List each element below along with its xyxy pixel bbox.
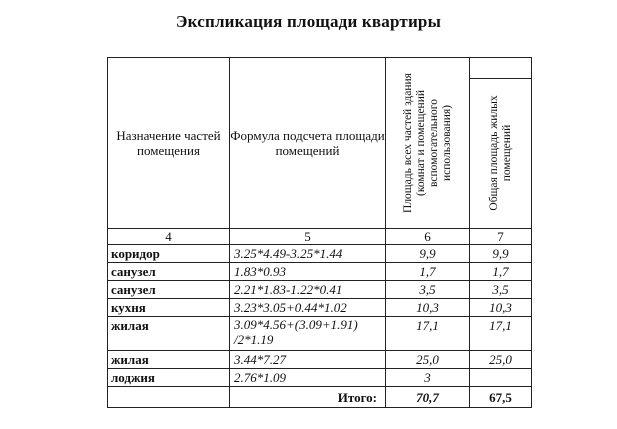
header-row [108, 58, 532, 229]
area-all-value: 3 [386, 369, 470, 387]
room-name: жилая [108, 317, 230, 351]
column-number: 5 [230, 229, 386, 245]
table-row [108, 369, 532, 387]
area-all-value: 17,1 [386, 317, 470, 351]
header-subdivider [470, 58, 531, 79]
header-purpose: Назначение частей помещения [108, 58, 230, 229]
area-all-value: 9,9 [386, 245, 470, 263]
area-living-value [470, 369, 532, 387]
room-name: санузел [108, 281, 230, 299]
area-formula: 3.25*4.49-3.25*1.44 [230, 245, 386, 263]
room-name: коридор [108, 245, 230, 263]
table-row [108, 317, 532, 351]
table-row [108, 351, 532, 369]
area-formula: 3.23*3.05+0.44*1.02 [230, 299, 386, 317]
total-spacer [108, 387, 230, 408]
area-living-value: 25,0 [470, 351, 532, 369]
area-formula: 1.83*0.93 [230, 263, 386, 281]
room-name: лоджия [108, 369, 230, 387]
column-number: 6 [386, 229, 470, 245]
total-label: Итого: [230, 387, 386, 408]
header-area-living: Общая площадь жилых помещений [470, 58, 532, 229]
column-number-row [108, 229, 532, 245]
total-row [108, 387, 532, 408]
area-all-value: 1,7 [386, 263, 470, 281]
area-all-value: 25,0 [386, 351, 470, 369]
area-formula: 2.21*1.83-1.22*0.41 [230, 281, 386, 299]
table-row [108, 263, 532, 281]
room-name: жилая [108, 351, 230, 369]
area-living-value: 9,9 [470, 245, 532, 263]
area-all-value: 3,5 [386, 281, 470, 299]
area-living-value: 10,3 [470, 299, 532, 317]
header-formula: Формула подсчета площади помещений [230, 58, 386, 229]
area-formula: 3.44*7.27 [230, 351, 386, 369]
column-number: 4 [108, 229, 230, 245]
column-number: 7 [470, 229, 532, 245]
total-area-all: 70,7 [386, 387, 470, 408]
area-living-value: 1,7 [470, 263, 532, 281]
area-living-value: 17,1 [470, 317, 532, 351]
area-formula [230, 317, 386, 351]
room-name: кухня [108, 299, 230, 317]
explication-table [107, 57, 532, 408]
area-formula: 2.76*1.09 [230, 369, 386, 387]
table-row [108, 245, 532, 263]
total-area-living: 67,5 [470, 387, 532, 408]
area-all-value: 10,3 [386, 299, 470, 317]
area-formula-line: /2*1.19 [234, 332, 274, 347]
area-formula-line: 3.09*4.56+(3.09+1.91) [234, 317, 358, 332]
room-name: санузел [108, 263, 230, 281]
document-title: Экспликация площади квартиры [175, 12, 442, 31]
header-area-all: Площадь всех частей здания (комнат и помещений вспомогательного использования) [386, 58, 470, 229]
table-row [108, 281, 532, 299]
table-row [108, 299, 532, 317]
area-living-value: 3,5 [470, 281, 532, 299]
